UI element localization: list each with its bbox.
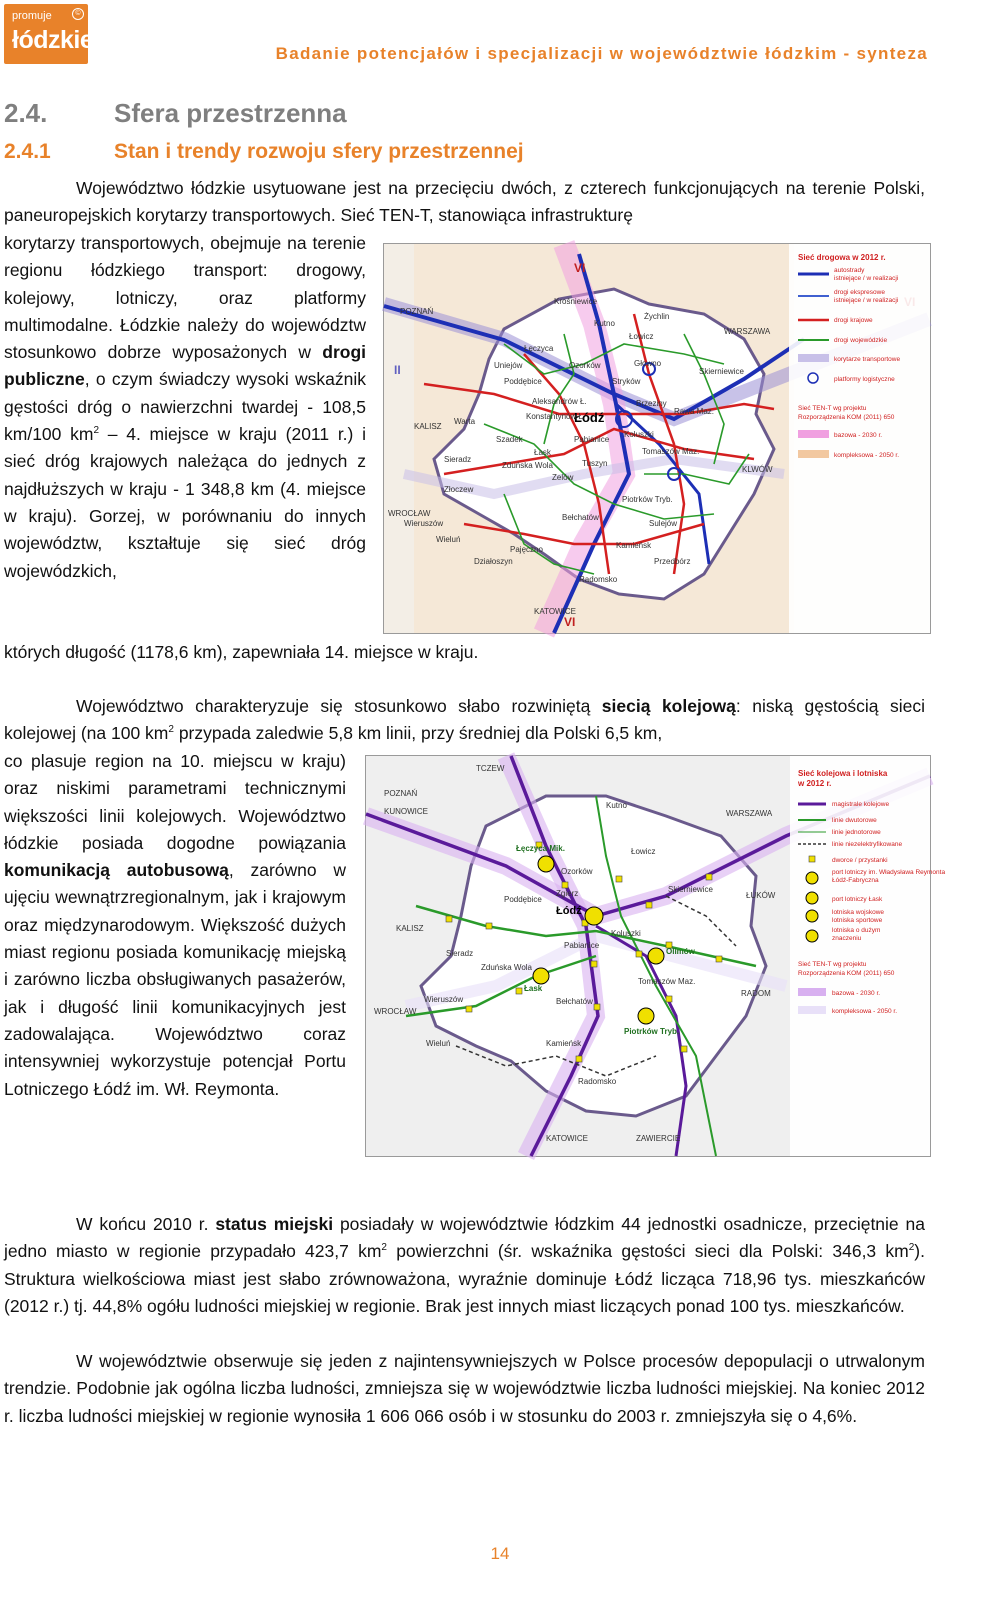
svg-text:Kamieńsk: Kamieńsk xyxy=(616,541,652,550)
svg-text:II: II xyxy=(394,363,401,377)
svg-text:KUNOWICE: KUNOWICE xyxy=(384,807,428,816)
svg-text:RADOM: RADOM xyxy=(741,989,771,998)
svg-text:Tomaszów Maz.: Tomaszów Maz. xyxy=(642,447,700,456)
svg-text:KALISZ: KALISZ xyxy=(414,422,442,431)
svg-text:Sieradz: Sieradz xyxy=(446,949,474,958)
svg-text:Zduńska Wola: Zduńska Wola xyxy=(502,461,553,470)
svg-text:Bełchatów: Bełchatów xyxy=(562,513,599,522)
svg-text:platformy logistyczne: platformy logistyczne xyxy=(834,376,895,383)
section-heading xyxy=(4,98,347,129)
svg-text:Olimów: Olimów xyxy=(666,947,695,956)
svg-text:Tuszyn: Tuszyn xyxy=(582,459,608,468)
svg-text:Zgierz: Zgierz xyxy=(556,889,579,898)
svg-text:Sieć drogowa w 2012 r.: Sieć drogowa w 2012 r. xyxy=(798,253,886,262)
svg-text:Wieluń: Wieluń xyxy=(436,535,461,544)
svg-text:Brzeziny: Brzeziny xyxy=(636,399,667,408)
running-header: Badanie potencjałów i specjalizacji w województwie łódzkim - synteza xyxy=(275,44,928,63)
svg-text:drogi ekspresowe: drogi ekspresowe xyxy=(834,289,885,296)
svg-text:Skierniewice: Skierniewice xyxy=(699,367,744,376)
svg-text:POZNAŃ: POZNAŃ xyxy=(384,789,418,798)
svg-text:Rawa Maz.: Rawa Maz. xyxy=(674,407,715,416)
svg-text:Ozorków: Ozorków xyxy=(569,361,601,370)
bold-term-drogi-publiczne: drogi publiczne xyxy=(4,342,366,390)
svg-text:linie niezelektryfikowane: linie niezelektryfikowane xyxy=(832,841,903,848)
svg-text:KLWÓW: KLWÓW xyxy=(742,465,773,474)
svg-text:Kamieńsk: Kamieńsk xyxy=(546,1039,582,1048)
svg-text:Szadek: Szadek xyxy=(496,435,523,444)
svg-text:VI: VI xyxy=(564,615,576,629)
svg-text:bazowa - 2030 r.: bazowa - 2030 r. xyxy=(834,432,883,439)
svg-text:linie dwutorowe: linie dwutorowe xyxy=(832,817,877,824)
svg-text:Koluszki: Koluszki xyxy=(624,430,654,439)
svg-text:Głowno: Głowno xyxy=(634,359,662,368)
section-title: Sfera przestrzenna xyxy=(114,98,347,128)
svg-text:Łowicz: Łowicz xyxy=(629,332,654,341)
svg-text:Sieradz: Sieradz xyxy=(444,455,472,464)
paragraph-2-wrapped: co plasuje region na 10. miejscu w kraju) oraz niskimi parametrami technicznymi większości linii kolejowych. Województwo łódzkie posiada dogodne powiązania komunikacją autobusową, zarówno w ujęciu wewnątrzregionalnym, jak i krajowym oraz międzynarodowym. Większość dużych miast regionu posiada komunikację miejską i zarówno liczba obsługiwanych pasażerów, jak i długość linii komunikacyjnych jest zadowalająca. Województwo coraz intensywniej wykorzystuje potencjał Portu Lotniczego Łódź im. Wł. Reymonta. xyxy=(4,751,347,1099)
svg-text:Poddębice: Poddębice xyxy=(504,895,542,904)
section-number: 2.4. xyxy=(4,98,48,128)
svg-text:port lotniczy im. Władysława R: port lotniczy im. Władysława Reymonta xyxy=(832,869,946,876)
svg-text:Łęczyca: Łęczyca xyxy=(524,344,554,353)
svg-text:Kutno: Kutno xyxy=(606,801,627,810)
svg-text:KATOWICE: KATOWICE xyxy=(546,1134,588,1143)
svg-text:Konstantynów Ł.: Konstantynów Ł. xyxy=(526,412,586,421)
paragraph-1-wrapped: korytarzy transportowych, obejmuje na terenie regionu łódzkiego transport: drogowy, kolejowy, lotniczy, oraz platformy multimodalne. Łódzkie należy do województw stosunkowo dobrze wyposażonych w drogi publiczne, o czym świadczy wysoki wskaźnik gęstości dróg o nawierzchni twardej - 108,5 km/100 $km^2 - 4$. miejsce w kraju (2011 r.) i sieć dróg krajowych należąca do jednych z najdłuższych w kraju - 1 348,8 km (4. miejsce w kraju). Gorzej, w porównaniu do innych województw, kształtuje się sieć dróg wojewódzkich, xyxy=(4,233,366,581)
svg-text:Uniejów: Uniejów xyxy=(494,361,523,370)
paragraph-4: W województwie obserwuje się jeden z najintensywniejszych w Polsce procesów depopulacji o utrwalonym trendzie. Podobnie jak ogólna liczba ludności, zmniejsza się w województwie liczba ludności miejskiej. Na koniec 2012 r. liczba ludności miejskiej w regionie wynosiła 1 606 066 osób i w stosunku do 2003 r. zmniejszyła się o 4,6%. xyxy=(4,1351,925,1426)
svg-text:Łowicz: Łowicz xyxy=(631,847,656,856)
svg-text:Łask: Łask xyxy=(534,448,551,457)
svg-text:bazowa - 2030 r.: bazowa - 2030 r. xyxy=(832,990,881,997)
svg-text:Łódź-Fabryczna: Łódź-Fabryczna xyxy=(832,877,879,884)
svg-text:Sulejów: Sulejów xyxy=(649,519,678,528)
svg-text:Krośniewice: Krośniewice xyxy=(554,297,598,306)
svg-text:port lotniczy Łask: port lotniczy Łask xyxy=(832,896,883,903)
promuje-lodzkie-logo: promuje łódzkie © xyxy=(4,4,88,64)
bold-term-status-miejski: status miejski xyxy=(215,1214,334,1234)
svg-text:Ozorków: Ozorków xyxy=(561,867,593,876)
svg-text:Piotrków Tryb.: Piotrków Tryb. xyxy=(622,495,673,504)
svg-text:Poddębice: Poddębice xyxy=(504,377,542,386)
paragraph-2-intro: Województwo charakteryzuje się stosunkowo słabo rozwiniętą siecią kolejową: niską gęstością sieci kolejowej (na 100 $km^2$ przypada zaledwie 5,8 km linii, przy średniej dla Polski 6,5 km, xyxy=(4,696,925,744)
paragraph-3: W końcu 2010 r. status miejski posiadały w województwie łódzkim 44 jednostki osadnicze, przeciętnie na jedno miasto w regionie przypadało 423,7 $km^2$ powierzchni (śr. wskaźnika gęstości sieci dla Polski: 346,3 $km^2$). Struktura wielkościowa miast jest słabo zrównoważona, wyraźnie dominuje Łódź licząca 718,96 tys. mieszkańców (2012 r.) tj. 44,8% ogółu ludności miejskiej w regionie. Brak jest innych miast liczących ponad 100 tys. mieszkańców. xyxy=(4,1214,925,1316)
svg-text:kompleksowa - 2050 r.: kompleksowa - 2050 r. xyxy=(834,452,900,459)
svg-text:Rozporządzenia KOM (2011) 650: Rozporządzenia KOM (2011) 650 xyxy=(798,970,895,977)
subsection-title: Stan i trendy rozwoju sfery przestrzennej xyxy=(114,140,524,163)
svg-text:Pajęczno: Pajęczno xyxy=(510,545,543,554)
svg-text:Sieć TEN-T wg projektu: Sieć TEN-T wg projektu xyxy=(798,961,867,968)
svg-text:ZAWIERCIE: ZAWIERCIE xyxy=(636,1134,681,1143)
svg-text:Złoczew: Złoczew xyxy=(444,485,474,494)
svg-text:Radomsko: Radomsko xyxy=(578,1077,617,1086)
svg-text:Wieruszów: Wieruszów xyxy=(404,519,444,528)
svg-text:Stryków: Stryków xyxy=(612,377,641,386)
svg-text:drogi krajowe: drogi krajowe xyxy=(834,317,873,324)
svg-text:Kutno: Kutno xyxy=(594,319,615,328)
svg-text:Koluszki: Koluszki xyxy=(611,929,641,938)
bold-term-komunikacja-autobusowa: komunikacją autobusową xyxy=(4,860,229,881)
svg-text:WARSZAWA: WARSZAWA xyxy=(726,809,773,818)
svg-text:Łódź: Łódź xyxy=(556,905,582,917)
svg-text:znaczeniu: znaczeniu xyxy=(832,935,862,942)
bold-term-siec-kolejowa: siecią kolejową xyxy=(601,696,736,716)
svg-text:Zelów: Zelów xyxy=(552,473,574,482)
svg-text:TCZEW: TCZEW xyxy=(476,764,505,773)
svg-text:lotniska wojskowe: lotniska wojskowe xyxy=(832,909,885,916)
svg-text:dworce / przystanki: dworce / przystanki xyxy=(832,857,888,864)
svg-text:KATOWICE: KATOWICE xyxy=(534,607,576,616)
svg-text:Tomaszów Maz.: Tomaszów Maz. xyxy=(638,977,696,986)
svg-text:Łęczyca Mik.: Łęczyca Mik. xyxy=(516,844,565,853)
svg-text:Sieć TEN-T wg projektu: Sieć TEN-T wg projektu xyxy=(798,405,867,412)
rail-airport-map-svg xyxy=(366,756,946,1156)
svg-text:Zduńska Wola: Zduńska Wola xyxy=(481,963,532,972)
svg-text:drogi wojewódzkie: drogi wojewódzkie xyxy=(834,337,888,344)
svg-text:Wieruszów: Wieruszów xyxy=(424,995,464,1004)
svg-text:Skierniewice: Skierniewice xyxy=(668,885,713,894)
svg-text:POZNAŃ: POZNAŃ xyxy=(400,307,434,316)
paragraph-1-intro: Województwo łódzkie usytuowane jest na przecięciu dwóch, z czterech funkcjonujących na terenie Polski, paneuropejskich korytarzy transportowych. Sieć TEN-T, stanowiąca infrastrukturę xyxy=(4,178,925,226)
svg-text:Rozporządzenia KOM (2011) 650: Rozporządzenia KOM (2011) 650 xyxy=(798,414,895,421)
svg-text:Warta: Warta xyxy=(454,417,476,426)
svg-text:ŁUKÓW: ŁUKÓW xyxy=(746,891,776,900)
svg-text:Radomsko: Radomsko xyxy=(579,575,618,584)
road-network-map xyxy=(383,243,931,634)
svg-text:magistrale kolejowe: magistrale kolejowe xyxy=(832,801,890,808)
svg-text:WARSZAWA: WARSZAWA xyxy=(724,327,771,336)
svg-text:Piotrków Tryb.: Piotrków Tryb. xyxy=(624,1027,680,1036)
svg-text:lotniska o dużym: lotniska o dużym xyxy=(832,927,881,934)
svg-text:istniejące / w realizacji: istniejące / w realizacji xyxy=(834,297,899,304)
svg-text:korytarze transportowe: korytarze transportowe xyxy=(834,356,901,363)
paragraph-1-last-line: których długość (1178,6 km), zapewniała 14. miejsce w kraju. xyxy=(4,642,479,662)
subsection-heading xyxy=(4,140,524,164)
svg-text:Przedbórz: Przedbórz xyxy=(654,557,691,566)
rail-airport-map xyxy=(365,755,946,1157)
svg-text:KALISZ: KALISZ xyxy=(396,924,424,933)
svg-text:linie jednotorowe: linie jednotorowe xyxy=(832,829,881,836)
svg-text:Pabianice: Pabianice xyxy=(564,941,600,950)
svg-text:Pabianice: Pabianice xyxy=(574,435,610,444)
subsection-number: 2.4.1 xyxy=(4,140,51,163)
road-network-map-svg xyxy=(384,244,930,633)
svg-text:WROCŁAW: WROCŁAW xyxy=(374,1007,417,1016)
svg-text:Łódź: Łódź xyxy=(574,410,605,425)
svg-text:autostrady: autostrady xyxy=(834,267,865,274)
svg-text:Bełchatów: Bełchatów xyxy=(556,997,593,1006)
svg-text:VI: VI xyxy=(574,261,586,275)
svg-text:Żychlin: Żychlin xyxy=(644,312,670,321)
svg-text:lotniska sportowe: lotniska sportowe xyxy=(832,917,883,924)
svg-text:Sieć kolejowa i lotniska: Sieć kolejowa i lotniska xyxy=(798,769,888,778)
svg-text:istniejące / w realizacji: istniejące / w realizacji xyxy=(834,275,899,282)
svg-text:WROCŁAW: WROCŁAW xyxy=(388,509,431,518)
svg-text:Łask: Łask xyxy=(524,984,543,993)
svg-text:Wieluń: Wieluń xyxy=(426,1039,451,1048)
svg-text:kompleksowa - 2050 r.: kompleksowa - 2050 r. xyxy=(832,1008,898,1015)
page-number: 14 xyxy=(490,1544,510,1563)
svg-text:Działoszyn: Działoszyn xyxy=(474,557,513,566)
svg-text:Aleksandrów Ł.: Aleksandrów Ł. xyxy=(532,397,587,406)
svg-text:w 2012 r.: w 2012 r. xyxy=(798,779,832,788)
